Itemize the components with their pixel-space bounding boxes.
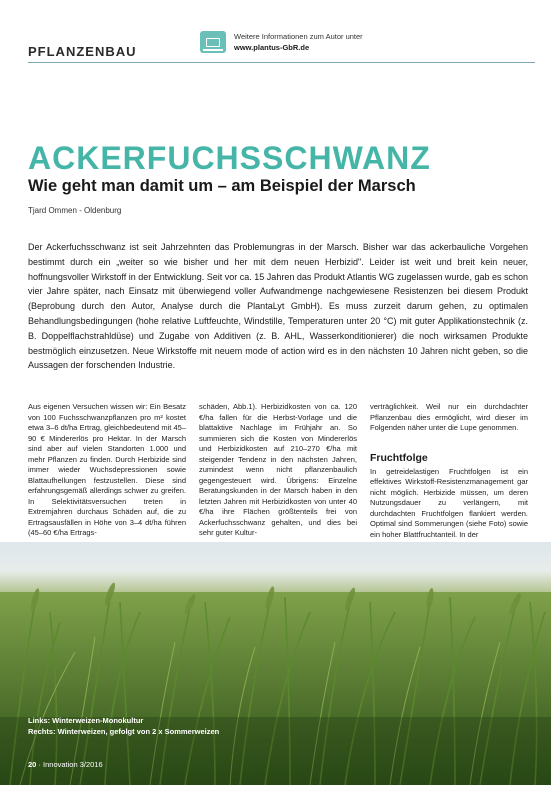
header-divider (28, 62, 535, 63)
issue-label: Innovation 3/2016 (43, 760, 103, 769)
body-column-3 (370, 402, 528, 540)
field-photo (0, 542, 551, 785)
author-info-box[interactable] (200, 28, 363, 56)
wheat-field-illustration (0, 542, 551, 785)
article-subtitle: Wie geht man damit um – am Beispiel der Marsch (28, 177, 416, 195)
section-heading: Fruchtfolge (370, 451, 428, 464)
photo-caption (28, 715, 219, 737)
body-paragraph: Aus eigenen Versuchen wissen wir: Ein Besatz von 100 Fuchsschwanzpflanzen pro m² kostet etwa 3–6 dt/ha Ertrag, gleichbedeutend mit 45–90 € Mindererlös pro Hektar. In der Marsch sind aber auf vielen Standorten 1.000 und mehr Pflanzen zu finden. Durch Herbizide sind immer wieder Wuchsdepressionen sowie Blattaufhellungen festzustellen. Diese sind erfahrungsgemäß allerdings schwer zu greifen. In Selektivitätsversuchen treten in Extremjahren durchaus Schäden auf, die zu Ertragsausfällen in Höhe von 3–4 dt/ha führen (45–60 €/ha Ertrags- (28, 402, 186, 537)
article-title: ACKERFUCHSSCHWANZ (28, 140, 431, 176)
body-column-2 (199, 402, 357, 539)
section-label: PFLANZENBAU (28, 44, 137, 59)
author-website-link[interactable]: www.plantus-GbR.de (234, 43, 310, 52)
body-paragraph: In getreidelastigen Fruchtfolgen ist ein effektives Wirkstoff-Resistenzmanagement gar nicht möglich. Herbizide müssen, um deren Nutzungsdauer zu verlängern, mit durchdachten Fruchtfolgen flankiert werden. Optimal sind Sommerungen (siehe Foto) sowie ein hoher Blattfruchtanteil. In der (370, 466, 528, 539)
page-number: 20 (28, 760, 37, 769)
body-paragraph: verträglichkeit. Weil nur ein durchdachter Pflanzenbau dies ermöglicht, wird dieser im Folgenden näher unter die Lupe genommen. (370, 402, 528, 432)
body-column-1 (28, 402, 186, 539)
caption-line: Links: Winterweizen-Monokultur (28, 716, 144, 725)
article-lead: Der Ackerfuchsschwanz ist seit Jahrzehnten das Problemungras in der Marsch. Bisher war das ackerbauliche Vorgehen bestimmt durch ein „weiter so wie bisher und her mit dem neuen Herbizid". Leider ist weit und breit kein neuer, hoffnungsvoller Wirkstoff in der Entwicklung. Seit vor ca. 15 Jahren das Produkt Atlantis WG zugelassen wurde, gab es schon vier Jahre später, nach Einsatz mit überwiegend voller Aufwandmenge nachgewiesene Resistenzen bei diesem Produkt (Beprobung durch den Autor, Analyse durch die PlantaLyt GmbH). Es muss zurzeit darum gehen, zu optimalen Behandlungsbedingungen (hohe relative Luftfeuchte, Windstille, Temperaturen unter 20 °C) mit guter Applikationstechnik (z. B. Doppelflachstrahldüse) und Zugabe von Additiven (z. B. AHL, Wasserkonditionierer) die noch wirksamen Produkte bestmöglich einzusetzen. Neue Wirkstoffe mit neuem mode of action wird es in den nächsten 10 Jahren nicht geben, so die Aussagen der forschenden Industrie. (28, 242, 528, 371)
page-folio: 20 · Innovation 3/2016 (28, 760, 103, 769)
author-info-text: Weitere Informationen zum Autor unter (234, 32, 363, 41)
body-paragraph: schäden, Abb.1). Herbizidkosten von ca. 120 €/ha fallen für die Herbst-Vorlage und die blattaktive Nachlage im Frühjahr an. So summieren sich die Kosten von Mindererlös und Herbizidkosten auf 210–270 €/ha mit steigender Tendenz in den nächsten Jahren, zumindest wenn nicht pflanzenbaulich gegengesteuert wird. Übrigens: Einzelne Beratungskunden in der Marsch haben in den letzten Jahren mit Herbizidkosten von unter 40 €/ha ihre Flächen größtenteils frei von Ackerfuchsschwanz gehalten, und dies bei sehr guter Kultur- (199, 402, 357, 537)
computer-icon (200, 31, 226, 53)
caption-line: Rechts: Winterweizen, gefolgt von 2 x Sommerweizen (28, 727, 220, 736)
article-author: Tjard Ommen - Oldenburg (28, 206, 122, 215)
